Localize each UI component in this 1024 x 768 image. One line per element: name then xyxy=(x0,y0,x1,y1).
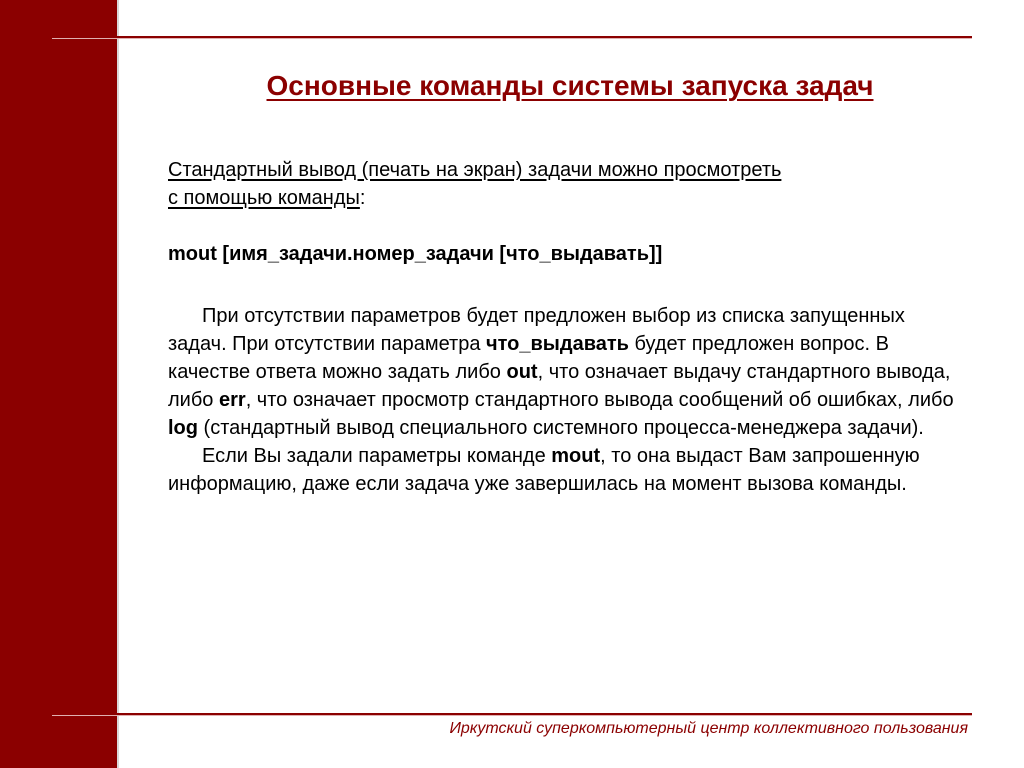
intro-colon: : xyxy=(359,187,366,209)
option-out: out xyxy=(506,361,538,383)
para1-text-4: , что означает просмотр стандартного вывода сообщений об ошибках, либо xyxy=(245,389,954,411)
slide-title-text: Основные команды системы запуска задач xyxy=(266,70,874,101)
bottom-divider xyxy=(52,713,972,715)
param-what-to-output: что_выдавать xyxy=(486,333,629,355)
para1-text-3: , что означает выдачу стандартного вывода, либо xyxy=(168,361,951,411)
intro-line-1: Стандартный вывод (печать на экран) задачи можно просмотреть xyxy=(168,159,782,181)
footer-organization: Иркутский суперкомпьютерный центр коллективного пользования xyxy=(449,720,968,737)
para1-text-1: При отсутствии параметров будет предложен выбор из списка запущенных задач. При отсутствии параметра xyxy=(168,305,905,355)
option-log: log xyxy=(168,417,198,439)
slide-title xyxy=(150,70,990,102)
paragraph-result xyxy=(168,442,968,498)
command-syntax: mout [имя_задачи.номер_задачи [что_выдавать]] xyxy=(168,243,663,265)
para1-text-2: будет предложен вопрос. В качестве ответа можно задать либо xyxy=(168,333,889,383)
para2-text-1: Если Вы задали параметры команде xyxy=(202,445,552,467)
option-err: err xyxy=(218,389,246,411)
intro-text xyxy=(168,156,968,212)
top-divider xyxy=(52,36,972,38)
para1-text-5: (стандартный вывод специального системного процесса-менеджера задачи). xyxy=(198,417,924,439)
left-band-edge xyxy=(117,0,119,768)
slide-content xyxy=(168,156,968,498)
left-decorative-band xyxy=(0,0,117,768)
command-mout: mout xyxy=(551,445,601,467)
paragraph-parameters xyxy=(168,302,968,442)
intro-line-2: с помощью команды xyxy=(168,187,360,209)
para2-text-2: , то она выдаст Вам запрошенную информацию, даже если задача уже завершилась на момент вызова команды. xyxy=(168,445,920,495)
